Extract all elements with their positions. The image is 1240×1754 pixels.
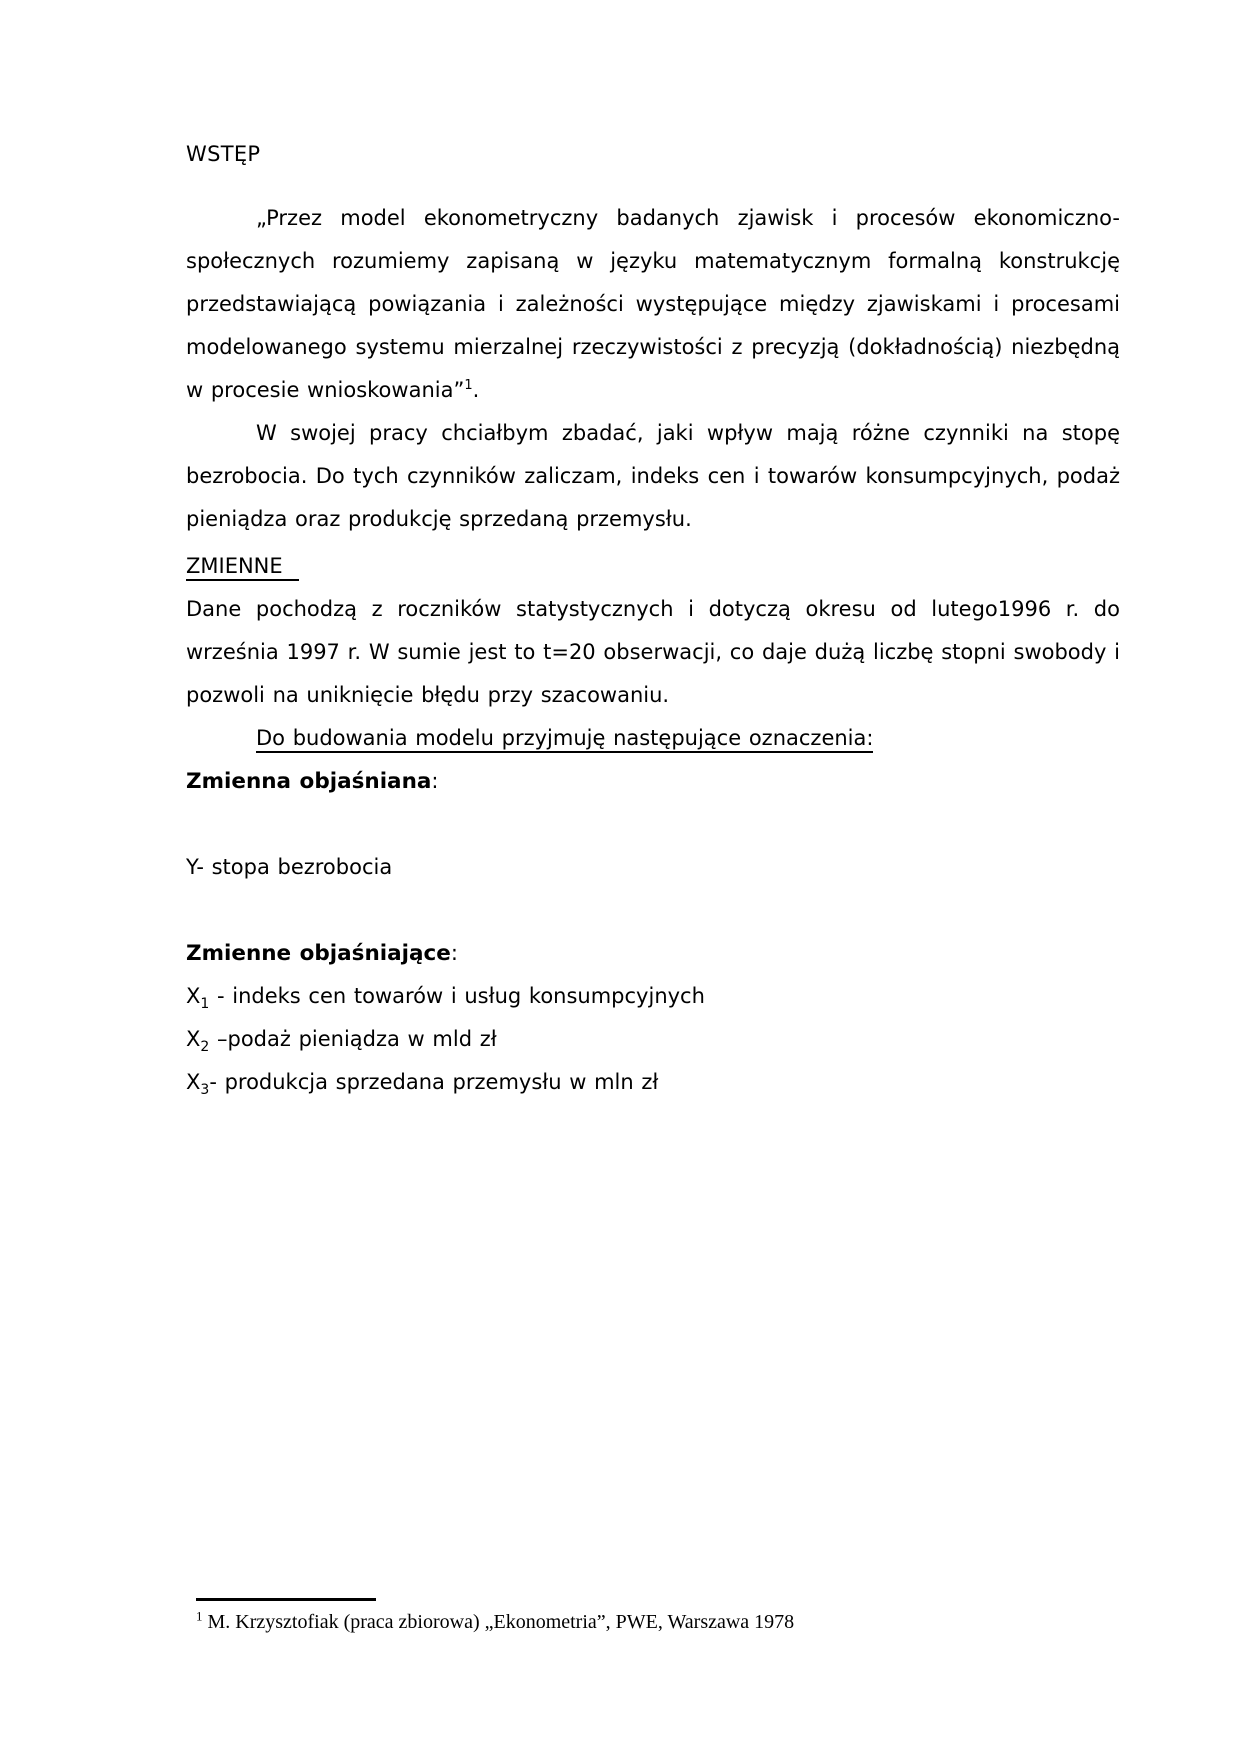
variable-x3-description: - produkcja sprzedana przemysłu w mln zł: [209, 1070, 659, 1094]
page-title: WSTĘP: [186, 142, 261, 166]
independent-variables-label: Zmienne objaśniające: [186, 941, 451, 966]
intro-quote-paragraph: [186, 197, 1120, 412]
research-aim-paragraph: W swojej pracy chciałbym zbadać, jaki wpływ mają różne czynniki na stopę bezrobocia. Do tych czynników zaliczam, indeks cen i towarów konsumpcyjnych, podaż pieniądza oraz produkcję sprzedaną przemysłu.: [186, 421, 1120, 531]
independent-variables-label-line: [186, 932, 1120, 975]
variable-x3-subscript: 3: [200, 1082, 210, 1099]
zmienne-section-heading-text: ZMIENNE: [186, 554, 299, 581]
notation-intro-line: [186, 717, 1120, 760]
variable-x2-symbol: X: [186, 1027, 201, 1051]
footnote-reference-mark: 1: [464, 378, 473, 393]
dependent-variable-colon: :: [431, 769, 439, 793]
variable-x2-subscript: 2: [200, 1039, 210, 1056]
intro-quote-text: „Przez model ekonometryczny badanych zjawisk i procesów ekonomiczno-społecznych rozumiemy zapisaną w języku matematycznym formalną konstrukcję przedstawiającą powiązania i zależności występujące między zjawiskami i procesami modelowanego systemu mierzalnej rzeczywistości z precyzją (dokładnością) niezbędną w procesie wnioskowania”: [186, 206, 1120, 402]
variable-definition-x1: [186, 975, 1120, 1018]
footnote: [196, 1598, 896, 1635]
footnote-citation-text: M. Krzysztofiak (praca zbiorowa) „Ekonometria”, PWE, Warszawa 1978: [202, 1611, 795, 1633]
variable-definition-x2: [186, 1018, 1120, 1061]
variable-x2-description: –podaż pieniądza w mld zł: [209, 1027, 497, 1051]
footnote-separator-rule: [196, 1598, 376, 1601]
dependent-variable-label: Zmienna objaśniana: [186, 769, 432, 794]
footnote-marker: 1: [196, 1608, 203, 1624]
variable-x1-description: - indeks cen towarów i usług konsumpcyjnych: [209, 984, 705, 1008]
variable-x1-symbol: X: [186, 984, 201, 1008]
dependent-variable-label-line: [186, 760, 1120, 803]
variable-x1-subscript: 1: [200, 996, 210, 1013]
document-content: [186, 133, 1120, 1104]
zmienne-section-heading: [186, 545, 1120, 588]
independent-variables-colon: :: [450, 941, 458, 965]
variable-x3-symbol: X: [186, 1070, 201, 1094]
intro-quote-period: .: [472, 378, 480, 402]
dependent-variable-definition: Y- stopa bezrobocia: [186, 855, 393, 879]
data-source-paragraph: Dane pochodzą z roczników statystycznych i dotyczą okresu od lutego1996 r. do września 1997 r. W sumie jest to t=20 obserwacji, co daje dużą liczbę stopni swobody i pozwoli na uniknięcie błędu przy szacowaniu.: [186, 597, 1120, 707]
variable-definition-x3: [186, 1061, 1120, 1104]
footnote-text-line: [196, 1609, 896, 1635]
notation-intro-text: Do budowania modelu przyjmuję następujące oznaczenia:: [256, 726, 873, 753]
